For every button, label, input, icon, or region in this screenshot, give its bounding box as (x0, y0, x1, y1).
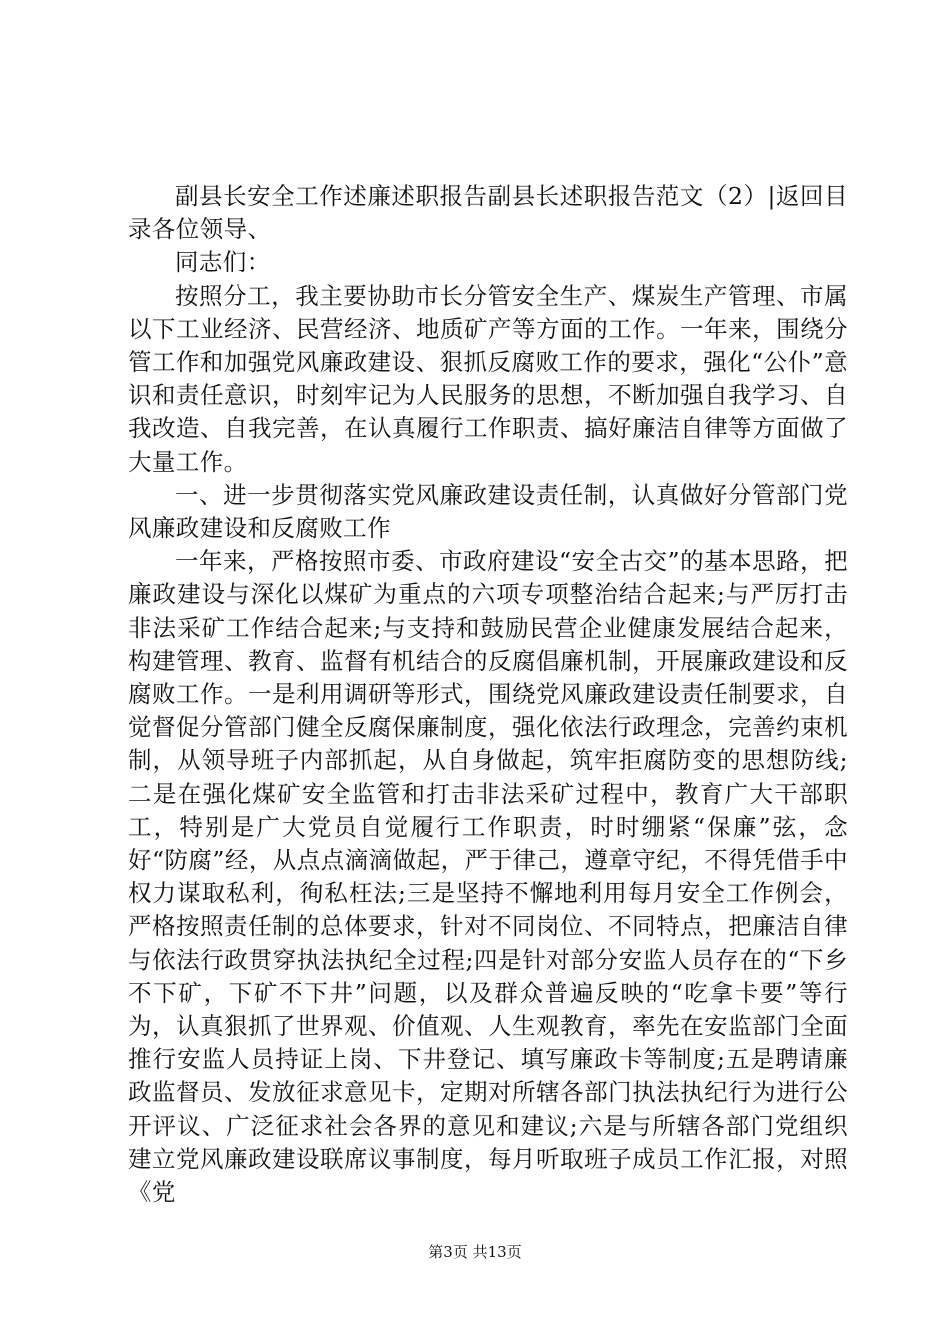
paragraph-body: 一年来，严格按照市委、市政府建设“安全古交”的基本思路，把廉政建设与深化以煤矿为重点的六项专项整治结合起来;与严厉打击非法采矿工作结合起来;与支持和鼓励民营企业健康发展结合起来，构建管理、教育、监督有机结合的反腐倡廉机制，开展廉政建设和反腐败工作。一是利用调研等形式，围绕党风廉政建设责任制要求，自觉督促分管部门健全反腐保廉制度，强化依法行政理念，完善约束机制，从领导班子内部抓起，从自身做起，筑牢拒腐防变的思想防线;二是在强化煤矿安全监管和打击非法采矿过程中，教育广大干部职工，特别是广大党员自觉履行工作职责，时时绷紧“保廉”弦，念好“防腐”经，从点点滴滴做起，严于律己，遵章守纪，不得凭借手中权力谋取私利，徇私枉法;三是坚持不懈地利用每月安全工作例会，严格按照责任制的总体要求，针对不同岗位、不同特点，把廉洁自律与依法行政贯穿执法执纪全过程;四是针对部分安监人员存在的“下乡不下矿，下矿不下井”问题，以及群众普遍反映的“吃拿卡要”等行为，认真狠抓了世界观、价值观、人生观教育，率先在安监部门全面推行安监人员持证上岗、下井登记、填写廉政卡等制度;五是聘请廉政监督员、发放征求意见卡，定期对所辖各部门执法执纪行为进行公开评议、广泛征求社会各界的意见和建议;六是与所辖各部门党组织建立党风廉政建设联席议事制度，每月听取班子成员工作汇报，对照《党 (128, 547, 848, 1207)
paragraph-salutation: 同志们： (175, 248, 271, 277)
section-heading: 一、进一步贯彻落实党风廉政建设责任制，认真做好分管部门党风廉政建设和反腐败工作 (128, 480, 848, 543)
paragraph-intro: 按照分工，我主要协助市长分管安全生产、煤炭生产管理、市属以下工业经济、民营经济、地质矿产等方面的工作。一年来，围绕分管工作和加强党风廉政建设、狠抓反腐败工作的要求，强化“公仆”意识和责任意识，时刻牢记为人民服务的思想，不断加强自我学习、自我改造、自我完善，在认真履行工作职责、搞好廉洁自律等方面做了大量工作。 (128, 281, 848, 476)
page-footer: 第3页 共13页 (428, 1243, 522, 1261)
paragraph-title: 副县长安全工作述廉述职报告副县长述职报告范文（2）|返回目录各位领导、 (128, 182, 848, 244)
document-body (128, 180, 848, 1209)
